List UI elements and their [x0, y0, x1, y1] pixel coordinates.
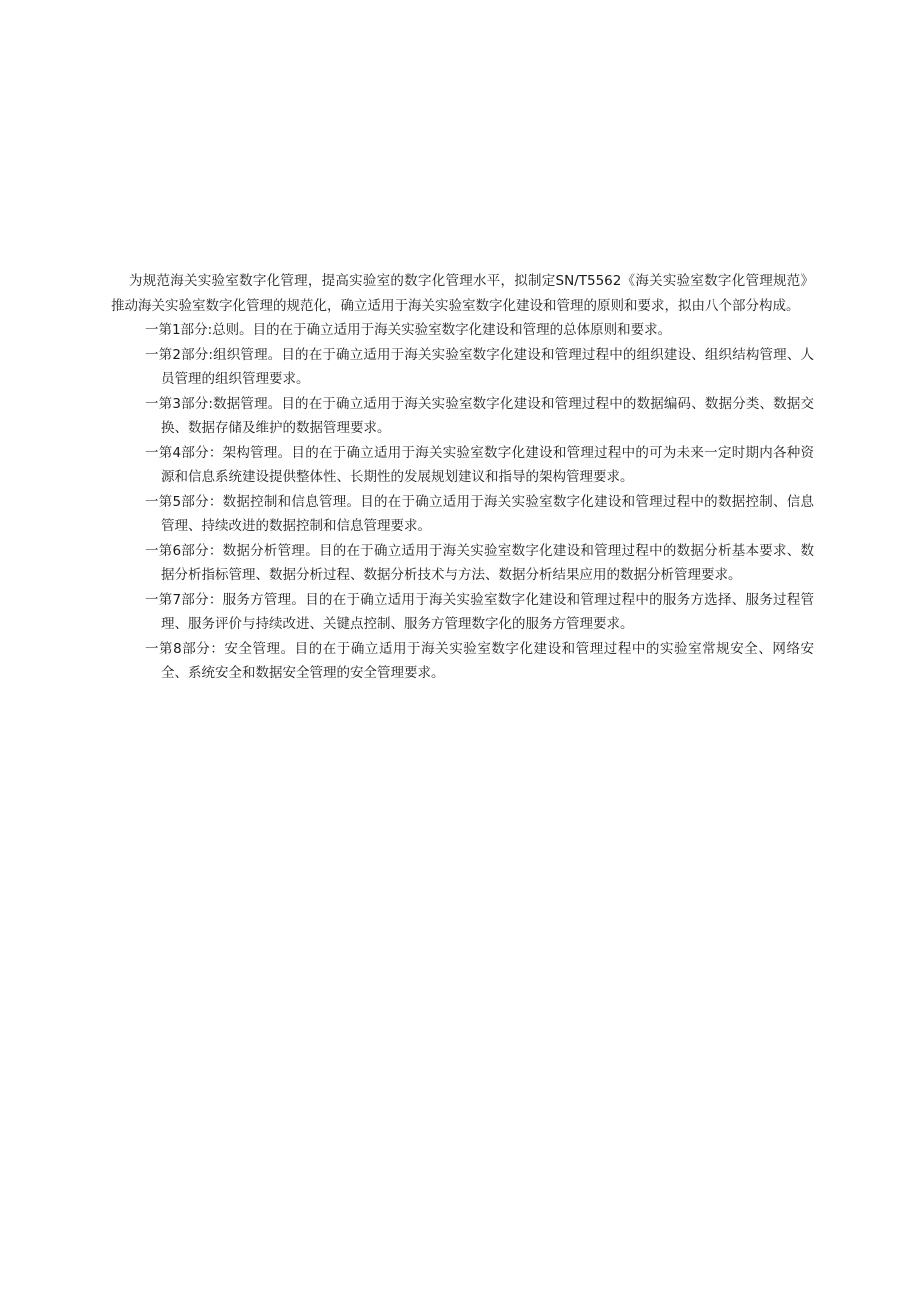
part-item-7: 一第7部分：服务方管理。目的在于确立适用于海关实验室数字化建设和管理过程中的服务方选择、服务过程管理、服务评价与持续改进、关键点控制、服务方管理数字化的服务方管理要求。	[145, 591, 814, 632]
intro-paragraph: 为规范海关实验室数字化管理，提高实验室的数字化管理水平，拟制定SN/T5562《海关实验室数字化管理规范》推动海关实验室数字化管理的规范化，确立适用于海关实验室数字化建设和管理的原则和要求，拟由八个部分构成。	[111, 273, 814, 314]
part-item-4: 一第4部分：架构管理。目的在于确立适用于海关实验室数字化建设和管理过程中的可为未来一定时期内各种资源和信息系统建设提供整体性、长期性的发展规划建议和指导的架构管理要求。	[145, 444, 814, 485]
document-body	[111, 269, 814, 686]
part-item-2: 一第2部分:组织管理。目的在于确立适用于海关实验室数字化建设和管理过程中的组织建设、组织结构管理、人员管理的组织管理要求。	[145, 346, 814, 387]
part-item-1: 一第1部分:总则。目的在于确立适用于海关实验室数字化建设和管理的总体原则和要求。	[145, 322, 672, 338]
parts-list	[111, 318, 814, 686]
part-item-6: 一第6部分：数据分析管理。目的在于确立适用于海关实验室数字化建设和管理过程中的数据分析基本要求、数据分析指标管理、数据分析过程、数据分析技术与方法、数据分析结果应用的数据分析管理要求。	[145, 542, 814, 583]
part-item-8: 一第8部分：安全管理。目的在于确立适用于海关实验室数字化建设和管理过程中的实验室常规安全、网络安全、系统安全和数据安全管理的安全管理要求。	[145, 640, 814, 681]
part-item-5: 一第5部分：数据控制和信息管理。目的在于确立适用于海关实验室数字化建设和管理过程中的数据控制、信息管理、持续改进的数据控制和信息管理要求。	[145, 493, 814, 534]
part-item-3: 一第3部分:数据管理。目的在于确立适用于海关实验室数字化建设和管理过程中的数据编码、数据分类、数据交换、数据存储及维护的数据管理要求。	[145, 395, 814, 436]
